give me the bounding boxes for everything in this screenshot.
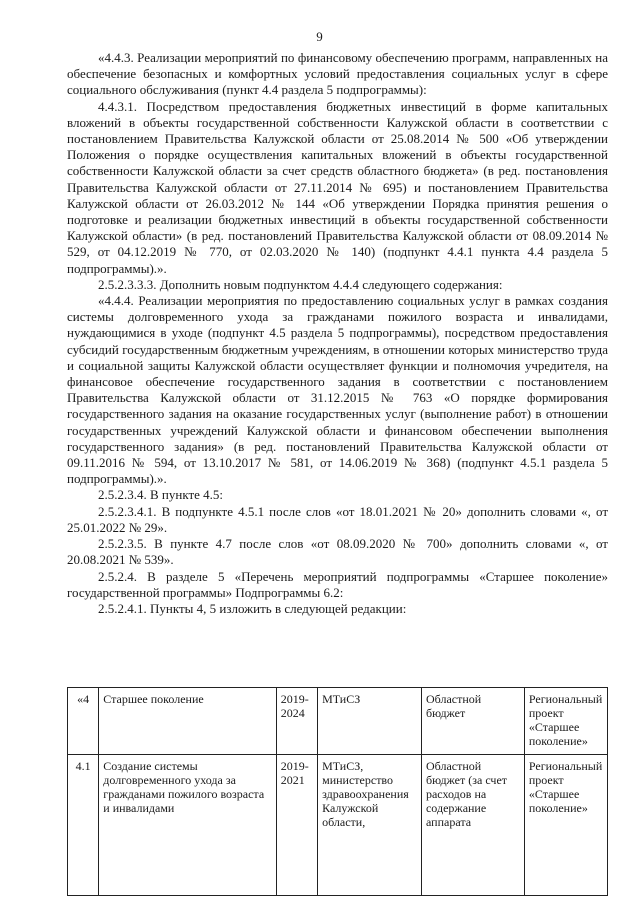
table-cell-funding-source: Областной бюджет bbox=[421, 688, 524, 755]
paragraph-2-5-2-3-5: 2.5.2.3.5. В пункте 4.7 после слов «от 08.09.2020 № 700» дополнить словами «, от 20.08.2021 № 539». bbox=[67, 536, 608, 568]
paragraph-2-5-2-4: 2.5.2.4. В разделе 5 «Перечень мероприятий подпрограммы «Старшее поколение» государственной программы» Подпрограммы 6.2: bbox=[67, 568, 608, 600]
table-cell-funding-source: Областной бюджет (за счет расходов на содержание аппарата bbox=[421, 755, 524, 896]
table-cell-executor: МТиСЗ, министерство здравоохранения Калужской области, bbox=[318, 755, 422, 896]
table-cell-number: 4.1 bbox=[68, 755, 99, 896]
document-body bbox=[67, 50, 608, 617]
table-cell-number: «4 bbox=[68, 688, 99, 755]
page-number: 9 bbox=[316, 29, 323, 44]
paragraph-4-4-3: «4.4.3. Реализации мероприятий по финансовому обеспечению программ, направленных на обеспечение безопасных и комфортных условий предоставления социальных услуг в сфере социального обслуживания (пункт 4.4 раздела 5 подпрограммы): bbox=[67, 50, 608, 98]
paragraph-2-5-2-3-4: 2.5.2.3.4. В пункте 4.5: bbox=[98, 487, 224, 503]
table-row bbox=[68, 755, 608, 896]
measures-table bbox=[67, 687, 608, 896]
table-cell-years: 2019-2024 bbox=[276, 688, 317, 755]
table-cell-name: Старшее поколение bbox=[99, 688, 277, 755]
table-cell-project: Региональный проект «Старшее поколение» bbox=[524, 755, 607, 896]
paragraph-2-5-2-4-1: 2.5.2.4.1. Пункты 4, 5 изложить в следующей редакции: bbox=[98, 600, 407, 616]
table-cell-executor: МТиСЗ bbox=[318, 688, 422, 755]
paragraph-4-4-4: «4.4.4. Реализации мероприятия по предоставлению социальных услуг в рамках создания системы долговременного ухода за гражданами пожилого возраста и инвалидами, нуждающимися в уходе (подпункт 4.5 раздела 5 подпрограммы), посредством предоставления субсидий государственным бюджетным учреждениям, в отношении которых министерство труда и социальной защиты Калужской области осуществляет функции и полномочия учредителя, на финансовое обеспечение государственного задания в соответствии с постановлением Правительства Калужской области от 31.12.2015 № 763 «О порядке формирования государственного задания на оказание государственных услуг (выполнение работ) в отношении государственных учреждений Калужской области и финансовом обеспечении выполнения государственного задания» (в ред. постановлений Правительства Калужской области от 09.11.2016 № 594, от 13.10.2017 № 581, от 14.06.2019 № 368) (подпункт 4.5.1 раздела 5 подпрограммы).». bbox=[67, 293, 608, 487]
paragraph-4-4-3-1: 4.4.3.1. Посредством предоставления бюджетных инвестиций в форме капитальных вложений в объекты государственной собственности Калужской области в соответствии с постановлением Правительства Калужской области от 25.08.2014 № 500 «Об утверждении Положения о порядке осуществления капитальных вложений в объекты государственной собственности Калужской области за счет средств областного бюджета» (в ред. постановления Правительства Калужской области от 27.11.2014 № 695) и постановлением Правительства Калужской области от 26.03.2012 № 144 «Об утверждении Порядка принятия решения о подготовке и реализации бюджетных инвестиций в объекты государственной собственности Калужской области» (в ред. постановлений Правительства Калужской области от 08.09.2014 № 529, от 04.12.2019 № 770, от 02.03.2020 № 140) (подпункт 4.4.1 пункта 4.4 раздела 5 подпрограммы).». bbox=[67, 98, 608, 276]
table-cell-name: Создание системы долговременного ухода за гражданами пожилого возраста и инвалидами bbox=[99, 755, 277, 896]
table-row bbox=[68, 688, 608, 755]
paragraph-2-5-2-3-3-3: 2.5.2.3.3.3. Дополнить новым подпунктом 4.4.4 следующего содержания: bbox=[98, 276, 503, 292]
paragraph-2-5-2-3-4-1: 2.5.2.3.4.1. В подпункте 4.5.1 после слов «от 18.01.2021 № 20» дополнить словами «, от 25.01.2022 № 29». bbox=[67, 503, 608, 535]
table-cell-years: 2019-2021 bbox=[276, 755, 317, 896]
table-cell-project: Региональный проект «Старшее поколение» bbox=[524, 688, 607, 755]
